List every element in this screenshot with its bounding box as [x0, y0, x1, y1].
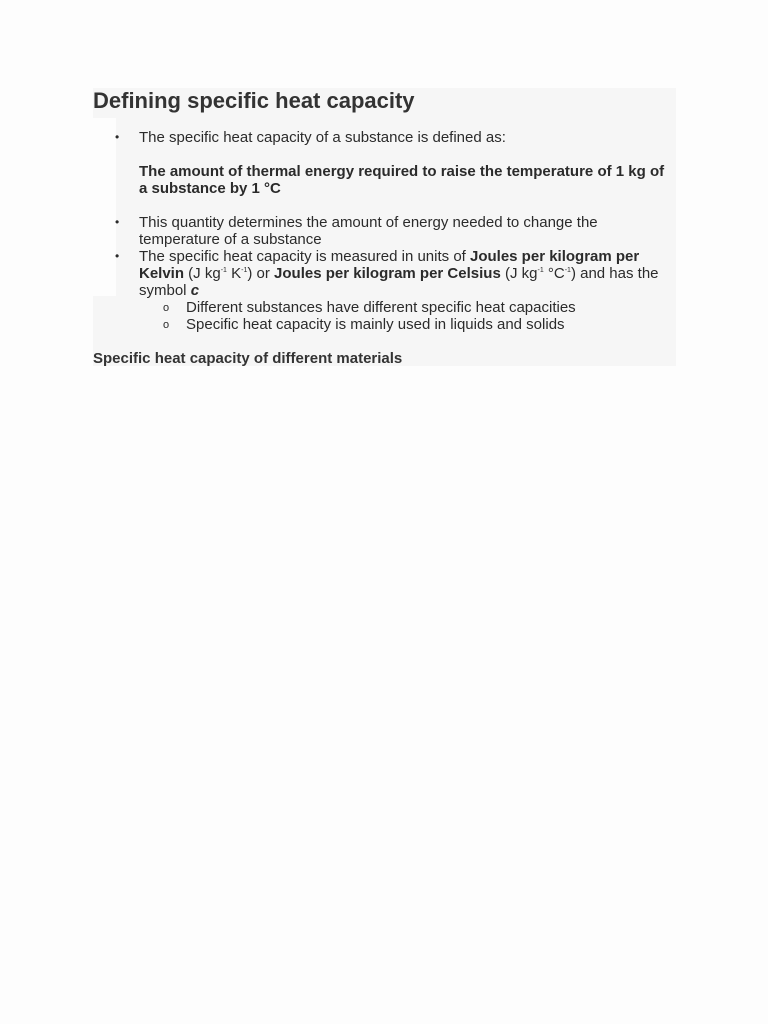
bullet-icon: •: [115, 130, 120, 144]
unit-kelvin: Joules per kilogram per Kelvin: [139, 248, 640, 282]
list-item-text: The specific heat capacity of a substance is defined as:: [139, 129, 506, 146]
circle-bullet-icon: o: [163, 302, 170, 314]
units-text-part: °C: [543, 265, 565, 282]
units-text-part: (J kg: [500, 265, 538, 282]
sub-list-item-text: Different substances have different specific heat capacities: [186, 299, 576, 316]
definition-text: The amount of thermal energy required to raise the temperature of 1 kg of a substance by 1 °C: [139, 163, 665, 197]
list-item: [93, 214, 676, 248]
exponent: -1: [220, 267, 227, 274]
units-text-part: The specific heat capacity is measured in units of: [139, 248, 470, 265]
section-subheading: Specific heat capacity of different materials: [93, 350, 403, 367]
bullet-icon: •: [115, 249, 120, 263]
sub-list-item: [139, 316, 676, 333]
unit-celsius: Joules per kilogram per Celsius: [274, 265, 501, 282]
symbol-c: c: [190, 282, 200, 299]
list-item: [93, 129, 676, 197]
circle-bullet-icon: o: [163, 319, 170, 331]
units-text-part: ) and has the symbol: [139, 265, 659, 299]
sub-list-item-text: Specific heat capacity is mainly used in liquids and solids: [186, 316, 565, 333]
page-title: Defining specific heat capacity: [93, 88, 415, 113]
units-text-part: K: [226, 265, 242, 282]
units-text-part: ) or: [247, 265, 275, 282]
sub-bullet-list: [139, 299, 676, 333]
bullet-list: [93, 129, 676, 333]
exponent: -1: [241, 267, 248, 274]
sub-list-item: [139, 299, 676, 316]
bullet-icon: •: [115, 215, 120, 229]
document-content: [93, 88, 676, 367]
exponent: -1: [537, 267, 544, 274]
list-item-text: This quantity determines the amount of energy needed to change the temperature of a substance: [139, 214, 598, 248]
list-item: [93, 248, 676, 333]
units-text-part: (J kg: [184, 265, 221, 282]
units-text: [139, 248, 659, 299]
exponent: -1: [564, 267, 571, 274]
